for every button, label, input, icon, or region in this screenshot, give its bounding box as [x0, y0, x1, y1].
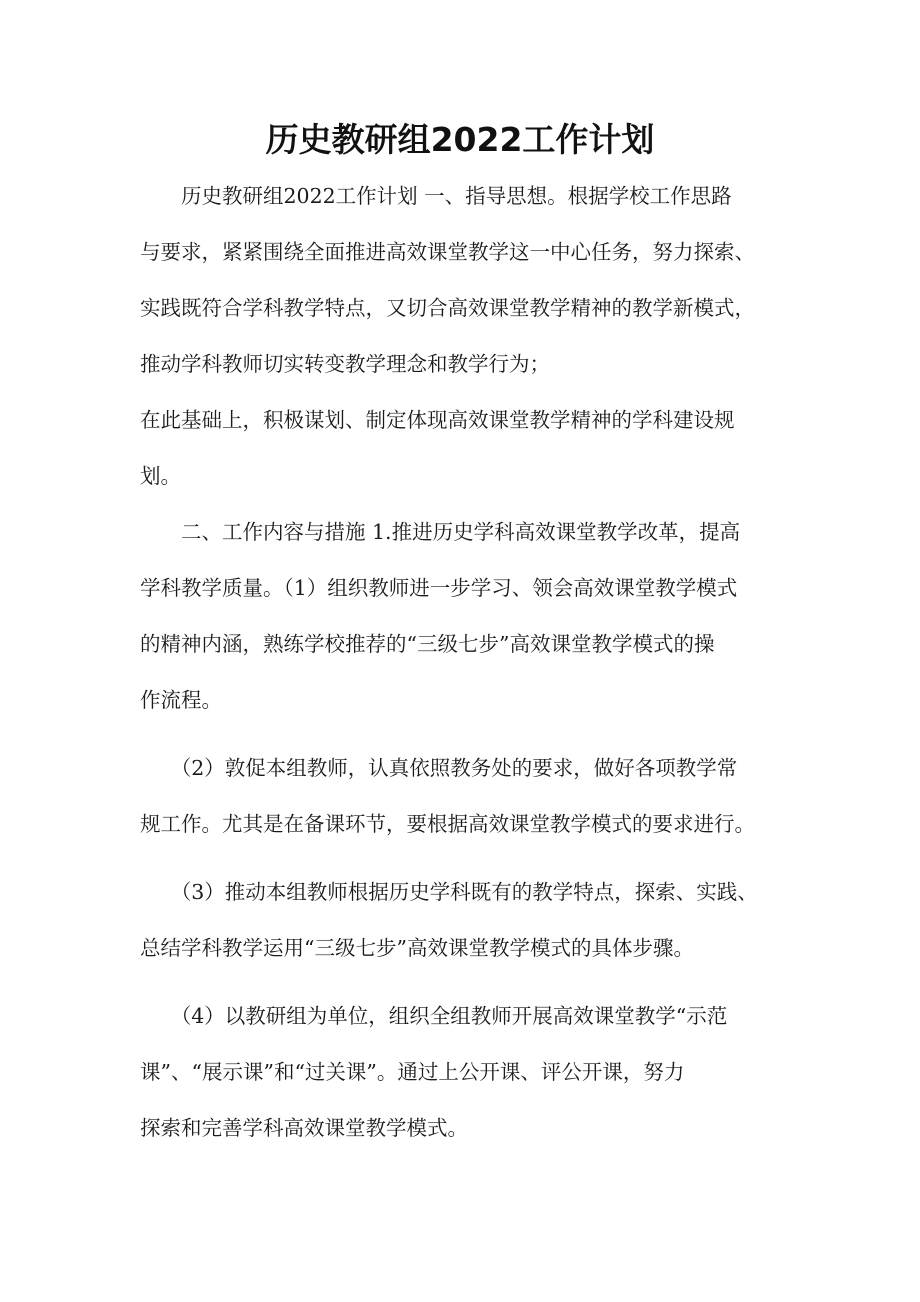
paragraph-line: （4）以教研组为单位，组织全组教师开展高效课堂教学“示范	[140, 1004, 728, 1028]
paragraph-line: 的精神内涵，熟练学校推荐的“三级七步”高效课堂教学模式的操	[140, 632, 715, 656]
paragraph-line: 划。	[140, 464, 181, 488]
paragraph-line: 实践既符合学科教学特点，又切合高效课堂教学精神的教学新模式，	[140, 296, 755, 320]
paragraph-line: 历史教研组2022工作计划 一、指导思想。根据学校工作思路	[140, 184, 732, 208]
paragraph-line: （3）推动本组教师根据历史学科既有的教学特点，探索、实践、	[140, 880, 758, 904]
paragraph-line: 课”、“展示课”和“过关课”。通过上公开课、评公开课，努力	[140, 1060, 685, 1084]
paragraph-line: 在此基础上，积极谋划、制定体现高效课堂教学精神的学科建设规	[140, 408, 735, 432]
paragraph-line: 探索和完善学科高效课堂教学模式。	[140, 1116, 468, 1140]
document-title: 历史教研组2022工作计划	[265, 120, 655, 159]
paragraph-line: 推动学科教师切实转变教学理念和教学行为；	[140, 352, 550, 376]
paragraph-line: 作流程。	[140, 688, 222, 712]
paragraph-line: 学科教学质量。（1）组织教师进一步学习、领会高效课堂教学模式	[140, 576, 738, 600]
paragraph-line: 总结学科教学运用“三级七步”高效课堂教学模式的具体步骤。	[140, 936, 694, 960]
paragraph-line: 二、工作内容与措施 1.推进历史学科高效课堂教学改革，提高	[140, 520, 741, 544]
paragraph-line: 与要求，紧紧围绕全面推进高效课堂教学这一中心任务，努力探索、	[140, 240, 755, 264]
paragraph-line: （2）敦促本组教师，认真依照教务处的要求，做好各项教学常	[140, 756, 738, 780]
paragraph-line: 规工作。尤其是在备课环节，要根据高效课堂教学模式的要求进行。	[140, 812, 755, 836]
